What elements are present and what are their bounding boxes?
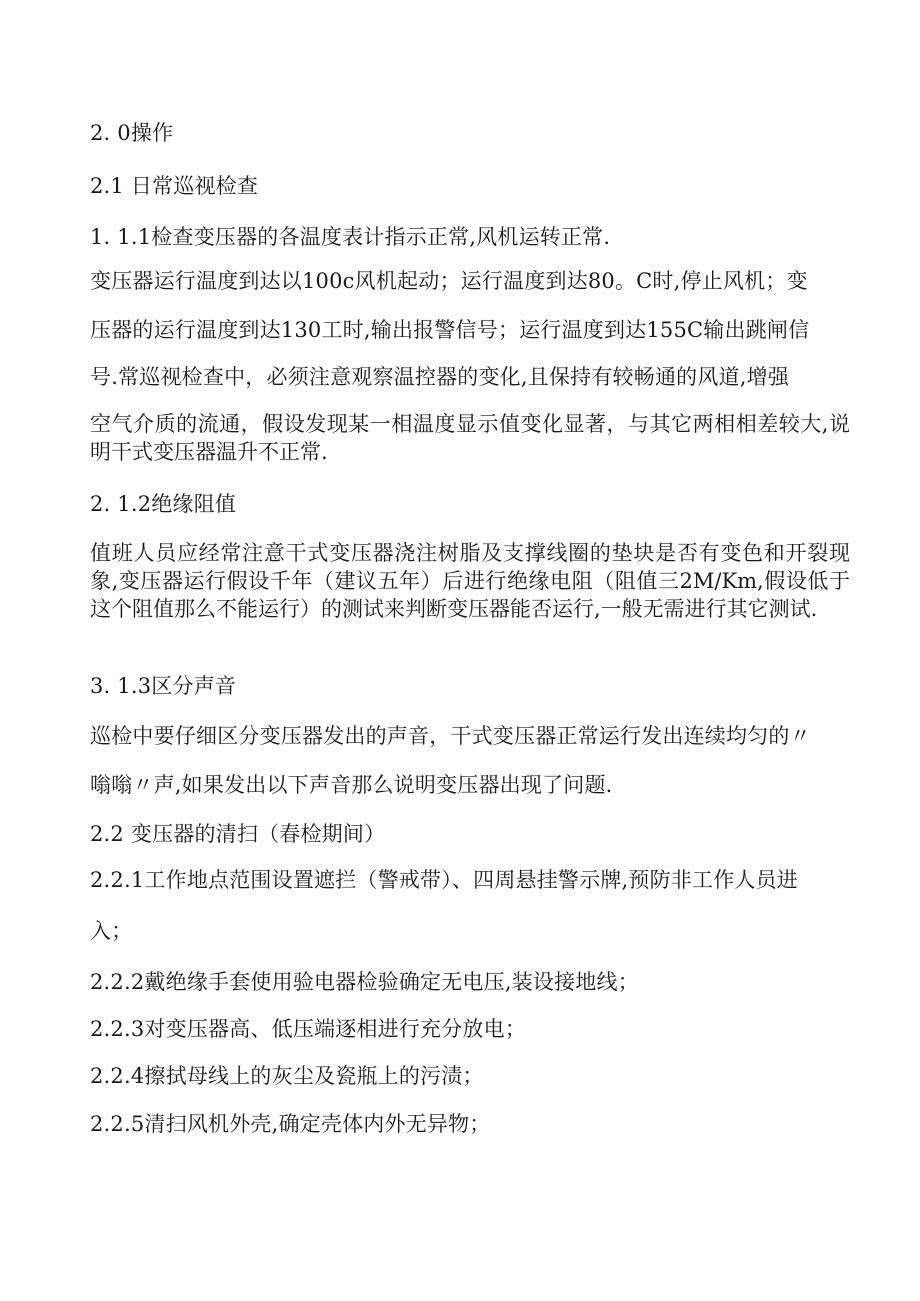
section-heading: 2. 0操作 <box>90 121 174 145</box>
sound-text-line-2: 嗡嗡〃声,如果发出以下声音那么说明变压器出现了问题. <box>90 773 613 797</box>
subsection-heading-2-1: 2.1 日常巡视检查 <box>90 174 259 198</box>
temperature-text-line-1: 变压器运行温度到达以100c风机起动；运行温度到达80。C时,停止风机；变 <box>90 269 808 293</box>
step-2-2-5: 2.2.5清扫风机外壳,确定壳体内外无异物； <box>90 1112 491 1136</box>
item-heading-1-1-1: 1. 1.1检查变压器的各温度表计指示正常,风机运转正常. <box>90 225 611 249</box>
step-2-2-1-line-2: 入； <box>90 919 133 943</box>
temperature-text-line-3: 号.常巡视检查中，必须注意观察温控器的变化,且保持有较畅通的风道,增强 <box>90 365 790 389</box>
sound-text-line-1: 巡检中要仔细区分变压器发出的声音，干式变压器正常运行发出连续均匀的〃 <box>90 724 811 748</box>
insulation-paragraph: 值班人员应经常注意干式变压器浇注树脂及支撑线圈的垫块是否有变色和开裂现象,变压器运行假设千年（建议五年）后进行绝缘电阻（阻值三2M/Km,假设低于这个阻值那么不能运行）的测试来判断变压器能否运行,一般无需进行其它测试. <box>90 541 850 621</box>
item-heading-1-1-3: 3. 1.3区分声音 <box>90 674 237 698</box>
step-2-2-1-line-1: 2.2.1工作地点范围设置遮拦（警戒带）、四周悬挂警示牌,预防非工作人员进 <box>90 868 799 892</box>
temperature-paragraph-end: 空气介质的流通，假设发现某一相温度显示值变化显著，与其它两相相差较大,说明干式变压器温升不正常. <box>90 412 850 464</box>
temperature-text-line-2: 压器的运行温度到达130工时,输出报警信号；运行温度到达155C输出跳闸信 <box>90 318 810 342</box>
item-heading-1-1-2: 2. 1.2绝缘阻值 <box>90 492 237 516</box>
step-2-2-4: 2.2.4擦拭母线上的灰尘及瓷瓶上的污渍； <box>90 1064 484 1088</box>
step-2-2-3: 2.2.3对变压器高、低压端逐相进行充分放电； <box>90 1017 527 1041</box>
subsection-heading-2-2: 2.2 变压器的清扫（春检期间） <box>90 822 386 846</box>
step-2-2-2: 2.2.2戴绝缘手套使用验电器检验确定无电压,装设接地线； <box>90 970 639 994</box>
